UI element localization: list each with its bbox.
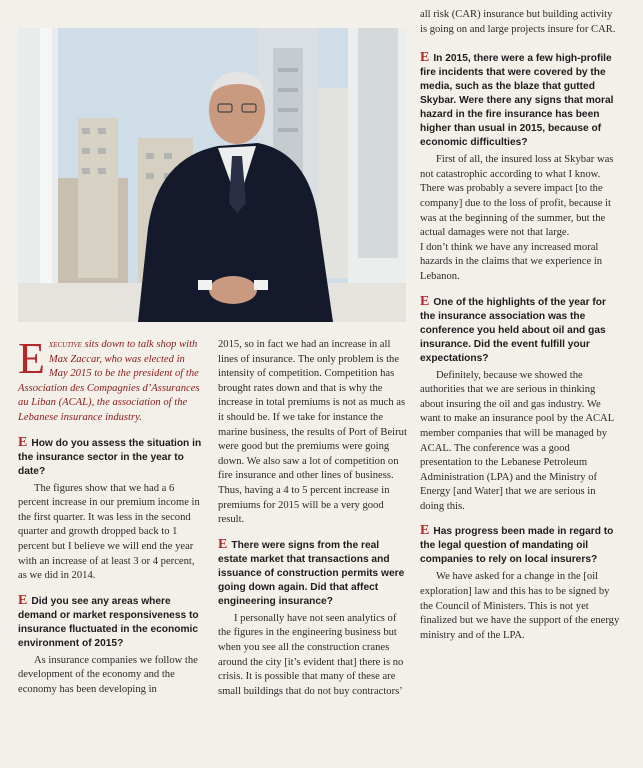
- question-marker: E: [420, 293, 430, 309]
- column-right: [420, 8, 620, 643]
- question-5: E One of the highlights of the year for the insurance association was the conference you held about oil and gas insurance. Did the event fulfill your expectations?: [420, 293, 606, 364]
- portrait-illustration: [18, 28, 406, 322]
- question-marker: E: [420, 50, 430, 66]
- question-marker: E: [420, 523, 430, 539]
- question-4: E In 2015, there were a few high-profile fire incidents that were covered by the media, such as the blaze that gutted Skybar. Were there any signs that moral hazard in the fire insurance has been higher than usual in 2015, because of economic difficulties?: [420, 50, 614, 149]
- answer-4b: I don’t think we have any increased moral hazards in the claims that we experience in Lebanon.: [420, 241, 603, 282]
- answer-1: The figures show that we had a 6 percent increase in our premium income in the first quarter. It was less in the second quarter and growth dropped back to 1 percent but I believe we will end the year with an increase of at least 3 or 4 percent, as we did in 2014.: [18, 482, 200, 582]
- question-3: E There were signs from the real estate market that transactions and issuance of construction permits were going down again. Did that affect engineering insurance?: [218, 536, 405, 607]
- answer-4: First of all, the insured loss at Skybar was not catastrophic according to what I know. There was probably a severe impact [to the company] due to the loss of profit, because it was at the beginning of the summer, but the actual damages were not that large.: [420, 154, 614, 239]
- intro-paragraph: Executive sits down to talk shop with Max Zaccar, who was elected in May 2015 to be the president of the Association des Compagnies d’Assurances au Liban (ACAL), the association of the Lebanese insurance industry.: [18, 334, 200, 423]
- answer-3: I personally have not seen analytics of the figures in the engineering business but when you see all the construction cranes around the city [it’s evident that] there is no crisis. It is possible that many of these are small buildings that do not buy contractors’: [218, 612, 404, 697]
- answer-6: We have asked for a change in the [oil exploration] law and this has to be signed by the Council of Ministers. This is not yet finalized but we have the support of the energy ministry and of the LPA.: [420, 571, 620, 641]
- question-1: E How do you assess the situation in the insurance sector in the year to date?: [18, 434, 202, 477]
- question-6: E Has progress been made in regard to the legal question of mandating oil companies to rely on local insurers?: [420, 523, 614, 566]
- question-marker: E: [218, 536, 228, 552]
- continuation-paragraph: all risk (CAR) insurance but building activity is going on and large projects insure for CAR.: [420, 9, 616, 35]
- answer-2-start: As insurance companies we follow the development of the economy and the economy has been developing in: [18, 654, 198, 695]
- portrait-photo: [18, 28, 406, 322]
- drop-cap: E: [18, 334, 45, 383]
- answer-5: Definitely, because we showed the authorities that we are serious in thinking about insuring the oil and gas industry. We want to make an insurance pool by the ACAL member companies that will be managed by ACAL. The conference was a good presentation to the Lebanese Petroleum Administration (LPA) and the Ministry of Energy [and Water] that we are serious in doing this.: [420, 369, 614, 512]
- question-marker: E: [18, 592, 28, 608]
- column-left: [18, 334, 204, 698]
- answer-2-continued: 2015, so in fact we had an increase in all lines of insurance. The only problem is the intensity of competition. Competition has brought rates down and that is why the increase in total premiums is not as much as it should be. If we take for instance the marine business, the results of Port of Beirut were good but the premiums were going down. We also saw a lot of competition on fire insurance and other lines of business. Thus, having a 4 to 5 percent increase in premiums for 2015 will be a very good result.: [218, 339, 407, 526]
- question-2: E Did you see any areas where demand or market responsiveness to insurance fluctuated in the economic environment of 2015?: [18, 592, 199, 649]
- question-marker: E: [18, 434, 28, 450]
- column-middle: [218, 338, 408, 699]
